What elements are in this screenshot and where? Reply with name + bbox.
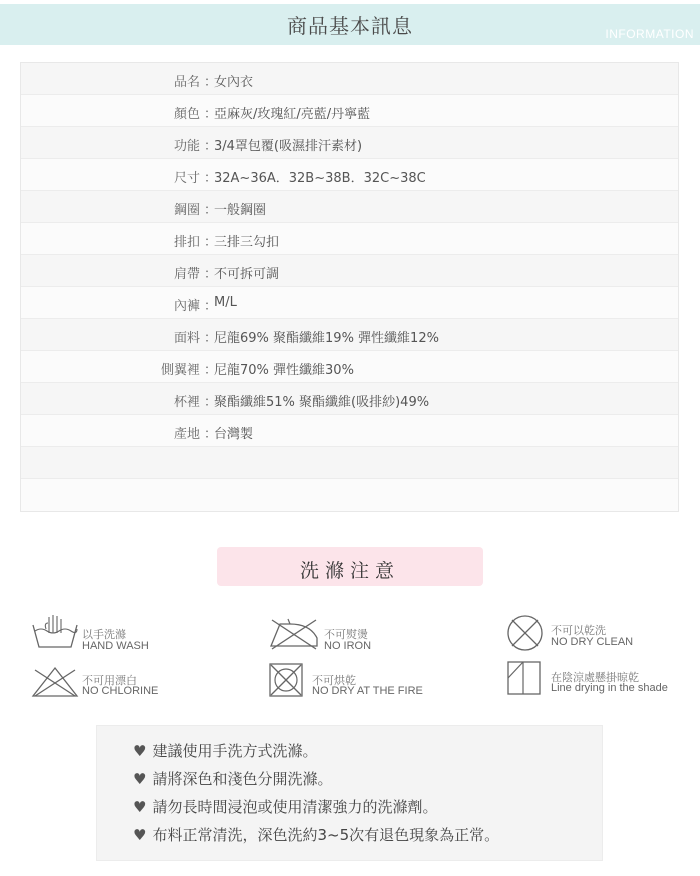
info-colon: ：: [204, 427, 218, 442]
info-colon: ：: [204, 395, 218, 410]
page-subtitle: INFORMATION: [605, 27, 694, 41]
info-value: 女內衣: [214, 75, 254, 90]
care-label-cn: 不可烘乾: [312, 674, 356, 687]
info-value: 尼龍70% 彈性纖維30%: [214, 363, 354, 378]
page-title: 商品基本訊息: [287, 14, 413, 38]
info-label: 品名: [173, 75, 200, 90]
info-label: 肩帶: [173, 267, 200, 282]
line-dry-shade-icon: [506, 660, 542, 696]
info-colon: ：: [204, 363, 218, 378]
info-row: [21, 319, 678, 351]
note-item: [133, 824, 499, 845]
info-value: 三排三勾扣: [214, 235, 280, 250]
info-label: 面料: [173, 331, 200, 346]
note-text: 建議使用手洗方式洗滌。: [152, 742, 318, 760]
care-title: 洗滌注意: [299, 560, 400, 582]
info-label: 產地: [173, 427, 200, 442]
care-label-cn: 不可熨燙: [324, 628, 368, 641]
info-value: 不可拆可調: [214, 267, 280, 282]
note-text: 請勿長時間浸泡或使用清潔強力的洗滌劑。: [152, 798, 438, 816]
info-row: [21, 159, 678, 191]
note-item: [133, 740, 317, 761]
no-chlorine-icon: [31, 666, 79, 698]
note-item: [133, 768, 332, 789]
care-label-en: HAND WASH: [82, 640, 149, 652]
care-label-en: NO IRON: [324, 640, 372, 652]
note-text: 請將深色和淺色分開洗滌。: [152, 770, 333, 788]
info-label: 顏色: [173, 107, 200, 122]
info-colon: ：: [204, 139, 218, 154]
info-value: 一般鋼圈: [214, 203, 267, 218]
info-colon: ：: [204, 331, 218, 346]
care-label-cn: 以手洗滌: [82, 628, 126, 641]
info-row-empty: [21, 447, 678, 479]
info-row: [21, 287, 678, 319]
info-row: [21, 255, 678, 287]
care-notes-box: [96, 725, 603, 861]
care-title-box: [217, 547, 483, 586]
info-row: [21, 415, 678, 447]
heart-icon: ♥: [133, 798, 147, 816]
info-row: [21, 351, 678, 383]
info-colon: ：: [204, 299, 218, 314]
info-colon: ：: [204, 203, 218, 218]
heart-icon: ♥: [133, 742, 147, 760]
no-tumble-dry-icon: [268, 662, 304, 698]
info-label: 內褲: [173, 299, 200, 314]
care-label-en: NO DRY AT THE FIRE: [312, 685, 423, 697]
info-row: [21, 127, 678, 159]
info-label: 側翼裡: [160, 363, 200, 378]
product-info-table: [20, 62, 679, 512]
info-row: [21, 223, 678, 255]
info-value: 尼龍69% 聚酯纖維19% 彈性纖維12%: [214, 331, 439, 346]
care-label-cn: 不可用漂白: [82, 674, 137, 687]
care-label-cn: 不可以乾洗: [551, 624, 606, 637]
info-row: [21, 95, 678, 127]
no-iron-icon: [268, 616, 320, 650]
info-value: 3/4罩包覆(吸濕排汗素材): [214, 139, 363, 154]
info-row-empty: [21, 479, 678, 511]
care-label-en: NO DRY CLEAN: [551, 636, 634, 648]
info-row: [21, 191, 678, 223]
note-text: 布料正常清洗，深色洗約3~5次有退色現象為正常。: [152, 826, 500, 844]
heart-icon: ♥: [133, 826, 147, 844]
note-item: [133, 796, 437, 817]
info-value: 台灣製: [214, 427, 254, 442]
info-colon: ：: [204, 75, 218, 90]
info-label: 杯裡: [173, 395, 200, 410]
info-label: 尺寸: [173, 171, 200, 186]
info-label: 排扣: [173, 235, 200, 250]
no-dry-clean-icon: [506, 614, 544, 652]
info-value: M/L: [214, 295, 237, 310]
care-label-en: NO CHLORINE: [82, 685, 159, 697]
info-value: 32A~36A．32B~38B．32C~38C: [214, 171, 426, 186]
heart-icon: ♥: [133, 770, 147, 788]
care-label-cn: 在陰涼處懸掛晾乾: [551, 671, 639, 684]
info-colon: ：: [204, 235, 218, 250]
info-row: [21, 63, 678, 95]
info-colon: ：: [204, 267, 218, 282]
info-label: 功能: [173, 139, 200, 154]
care-label-en: Line drying in the shade: [551, 682, 668, 694]
hand-wash-icon: [31, 611, 79, 651]
info-value: 亞麻灰/玫瑰紅/亮藍/丹寧藍: [214, 107, 371, 122]
info-colon: ：: [204, 107, 218, 122]
info-row: [21, 383, 678, 415]
info-label: 鋼圈: [173, 203, 200, 218]
info-colon: ：: [204, 171, 218, 186]
info-value: 聚酯纖維51% 聚酯纖維(吸排紗)49%: [214, 395, 430, 410]
